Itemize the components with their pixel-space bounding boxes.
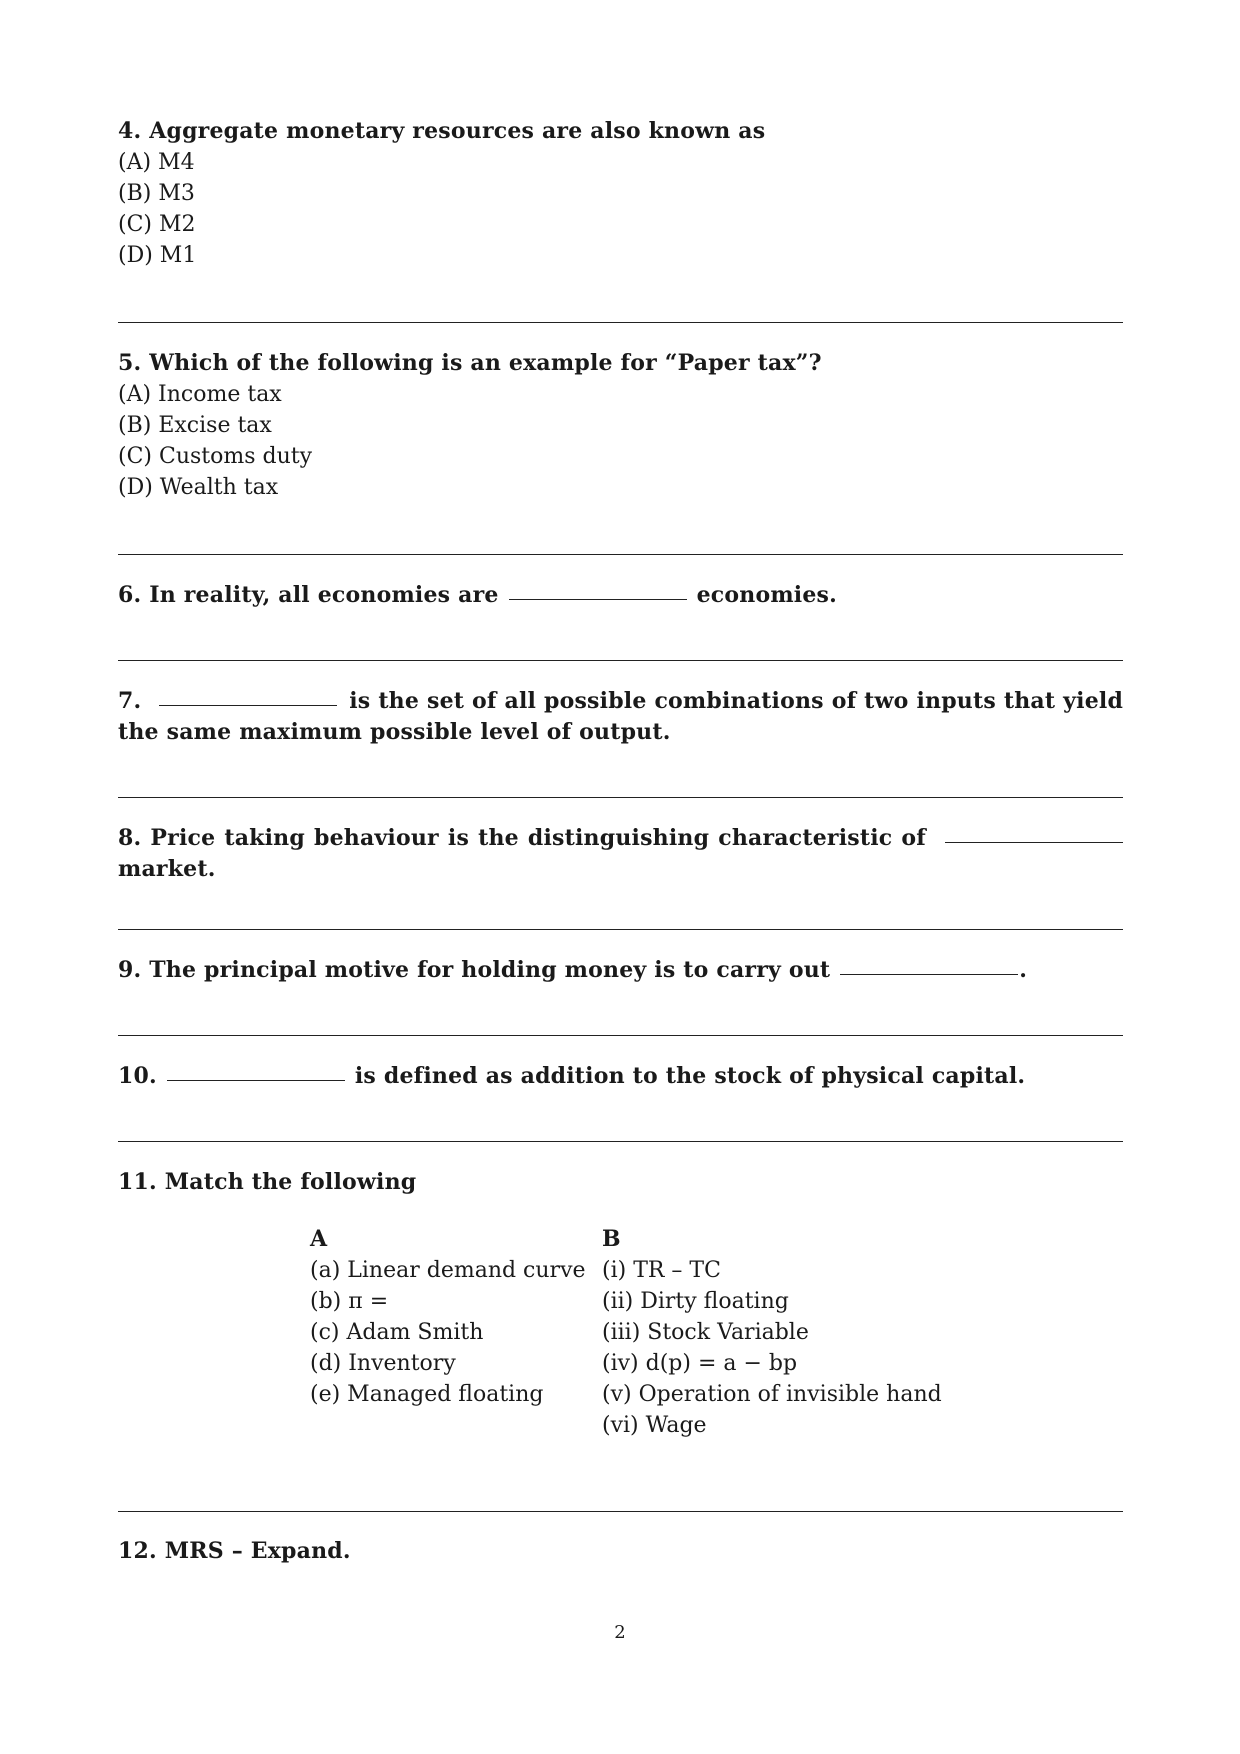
column-a-header: A (310, 1226, 328, 1252)
question-9 (118, 955, 1123, 986)
fill-in-blank (167, 1079, 345, 1081)
question-8-line-1 (118, 823, 1123, 854)
question-9-text-after: . (1019, 957, 1028, 983)
column-a-item: (a) Linear demand curve (310, 1258, 586, 1283)
question-12-text: 12. MRS – Expand. (118, 1538, 351, 1564)
fill-in-blank (509, 598, 687, 600)
divider (118, 797, 1123, 798)
question-8-line-2: market. (118, 856, 216, 882)
question-7-line-2: the same maximum possible level of output. (118, 719, 671, 745)
column-b-item: (v) Operation of invisible hand (602, 1382, 942, 1407)
column-a-item: (e) Managed floating (310, 1382, 544, 1407)
divider (118, 554, 1123, 555)
question-7-text-1: is the set of all possible combinations of two inputs that yield (349, 688, 1124, 714)
fill-in-blank (840, 973, 1018, 975)
question-5-option-d: (D) Wealth tax (118, 475, 279, 500)
column-b-header: B (602, 1226, 621, 1252)
question-9-text-before: 9. The principal motive for holding money is to carry out (118, 957, 831, 983)
column-b-item: (vi) Wage (602, 1413, 707, 1438)
question-11-text: 11. Match the following (118, 1169, 417, 1195)
question-4 (118, 116, 1123, 271)
question-5 (118, 348, 1123, 503)
question-7-line-1 (118, 686, 1123, 717)
question-6-text-after: economies. (696, 582, 837, 608)
question-6-text-before: 6. In reality, all economies are (118, 582, 499, 608)
question-4-option-a: (A) M4 (118, 150, 195, 175)
column-b-item: (iii) Stock Variable (602, 1320, 809, 1345)
divider (118, 1511, 1123, 1512)
divider (118, 660, 1123, 661)
question-4-text: 4. Aggregate monetary resources are also known as (118, 118, 766, 144)
divider (118, 322, 1123, 323)
match-column-a (310, 1224, 600, 1410)
question-7 (118, 686, 1123, 748)
column-a-item: (d) Inventory (310, 1351, 456, 1376)
question-10 (118, 1061, 1123, 1092)
question-4-option-c: (C) M2 (118, 212, 196, 237)
column-a-item: (b) π = (310, 1289, 389, 1314)
question-8 (118, 823, 1123, 885)
question-5-option-b: (B) Excise tax (118, 413, 272, 438)
page-number: 2 (614, 1622, 626, 1643)
divider (118, 929, 1123, 930)
question-10-text: is defined as addition to the stock of physical capital. (354, 1063, 1026, 1089)
question-7-number: 7. (118, 688, 142, 714)
column-a-item: (c) Adam Smith (310, 1320, 484, 1345)
question-10-number: 10. (118, 1063, 157, 1089)
question-6 (118, 580, 1123, 611)
question-5-option-c: (C) Customs duty (118, 444, 313, 469)
question-4-option-d: (D) M1 (118, 243, 197, 268)
column-b-item: (iv) d(p) = a − bp (602, 1351, 798, 1376)
question-4-option-b: (B) M3 (118, 181, 195, 206)
question-5-text: 5. Which of the following is an example for “Paper tax”? (118, 350, 822, 376)
column-b-item: (ii) Dirty floating (602, 1289, 789, 1314)
match-column-b (602, 1224, 962, 1441)
column-b-item: (i) TR – TC (602, 1258, 721, 1283)
question-8-text-1: 8. Price taking behaviour is the distinguishing characteristic of (118, 825, 926, 851)
divider (118, 1141, 1123, 1142)
question-5-option-a: (A) Income tax (118, 382, 282, 407)
fill-in-blank (945, 841, 1123, 843)
fill-in-blank (159, 704, 337, 706)
divider (118, 1035, 1123, 1036)
